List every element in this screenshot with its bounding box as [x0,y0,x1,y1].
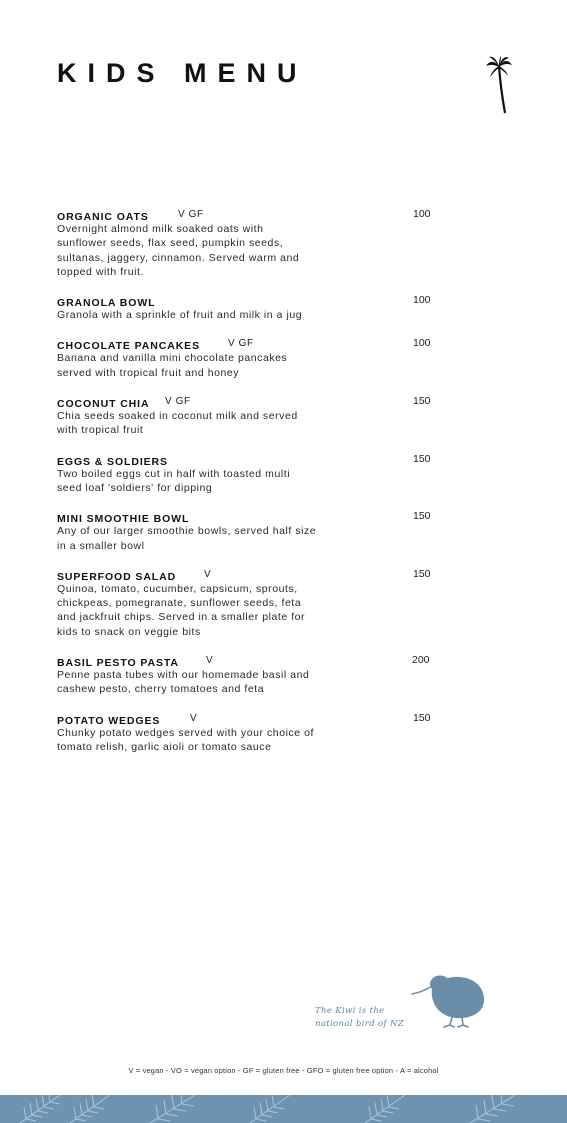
item-name: COCONUT CHIA [57,398,150,411]
item-description: Penne pasta tubes with our homemade basil and cashew pesto, cherry tomatoes and feta [57,669,310,696]
item-tags: V GF [228,338,254,350]
item-description: Chia seeds soaked in coconut milk and served with tropical fruit [57,410,298,437]
item-name: SUPERFOOD SALAD [57,570,177,583]
item-price: 100 [413,294,431,307]
palm-tree-icon [486,56,512,114]
item-price: 100 [413,337,431,350]
item-tags: V [190,712,198,724]
kiwi-bird-icon [410,972,488,1030]
kiwi-caption [315,1005,425,1030]
item-tags: V [204,568,212,580]
item-description: Two boiled eggs cut in half with toasted multi seed loaf 'soldiers' for dipping [57,467,291,494]
menu-item [57,509,437,553]
item-description: Granola with a sprinkle of fruit and milk in a jug [57,309,303,322]
item-description: Quinoa, tomato, cucumber, capsicum, sprouts, chickpeas, pomegranate, sunflower seeds, feta and jackfruit chips. Served in a smaller plate for kids to snack on veggie bits [57,582,306,638]
item-name: EGGS & SOLDIERS [57,455,168,468]
menu-item [57,293,437,322]
page-title: KIDS MENU [57,58,308,88]
item-price: 150 [413,510,431,523]
menu-item [57,207,437,279]
item-tags: V GF [178,209,204,220]
item-description: Chunky potato wedges served with your choice of tomato relish, garlic aioli or tomato sauce [57,726,314,753]
item-price: 150 [413,395,431,408]
menu-item [57,336,437,380]
item-description: Banana and vanilla mini chocolate pancakes served with tropical fruit and honey [57,352,288,379]
item-name: CHOCOLATE PANCAKES [57,340,200,353]
item-name: BASIL PESTO PASTA [57,657,179,670]
item-price: 100 [413,208,431,220]
item-name: MINI SMOOTHIE BOWL [57,513,190,526]
menu-item [57,711,437,755]
fern-pattern-icon [0,1095,567,1123]
item-price: 150 [413,567,431,580]
item-price: 200 [412,654,430,667]
item-price: 150 [413,452,431,465]
menu-list [57,207,437,768]
menu-item [57,653,437,697]
item-description: Overnight almond milk soaked oats with sunflower seeds, flax seed, pumpkin seeds, sultanas, jaggery, cinnamon. Served warm and topped with fruit. [57,223,300,278]
item-name: GRANOLA BOWL [57,297,156,310]
item-description: Any of our larger smoothie bowls, served half size in a smaller bowl [57,525,317,552]
item-name: POTATO WEDGES [57,714,161,727]
menu-item [57,567,437,639]
item-tags: V GF [165,396,191,408]
menu-item [57,452,437,496]
item-price: 150 [413,711,431,724]
item-tags: V [206,655,214,667]
menu-item [57,394,437,438]
dietary-legend: V = vegan - VO = vegan option - GF = gluten free - GFO = gluten free option - A = alcohol [128,1066,439,1075]
footer-fern-band [0,1095,567,1123]
kiwi-caption-line: national bird of NZ [315,1018,405,1029]
item-name: ORGANIC OATS [57,211,149,223]
kiwi-caption-line: The Kiwi is the [315,1006,385,1016]
